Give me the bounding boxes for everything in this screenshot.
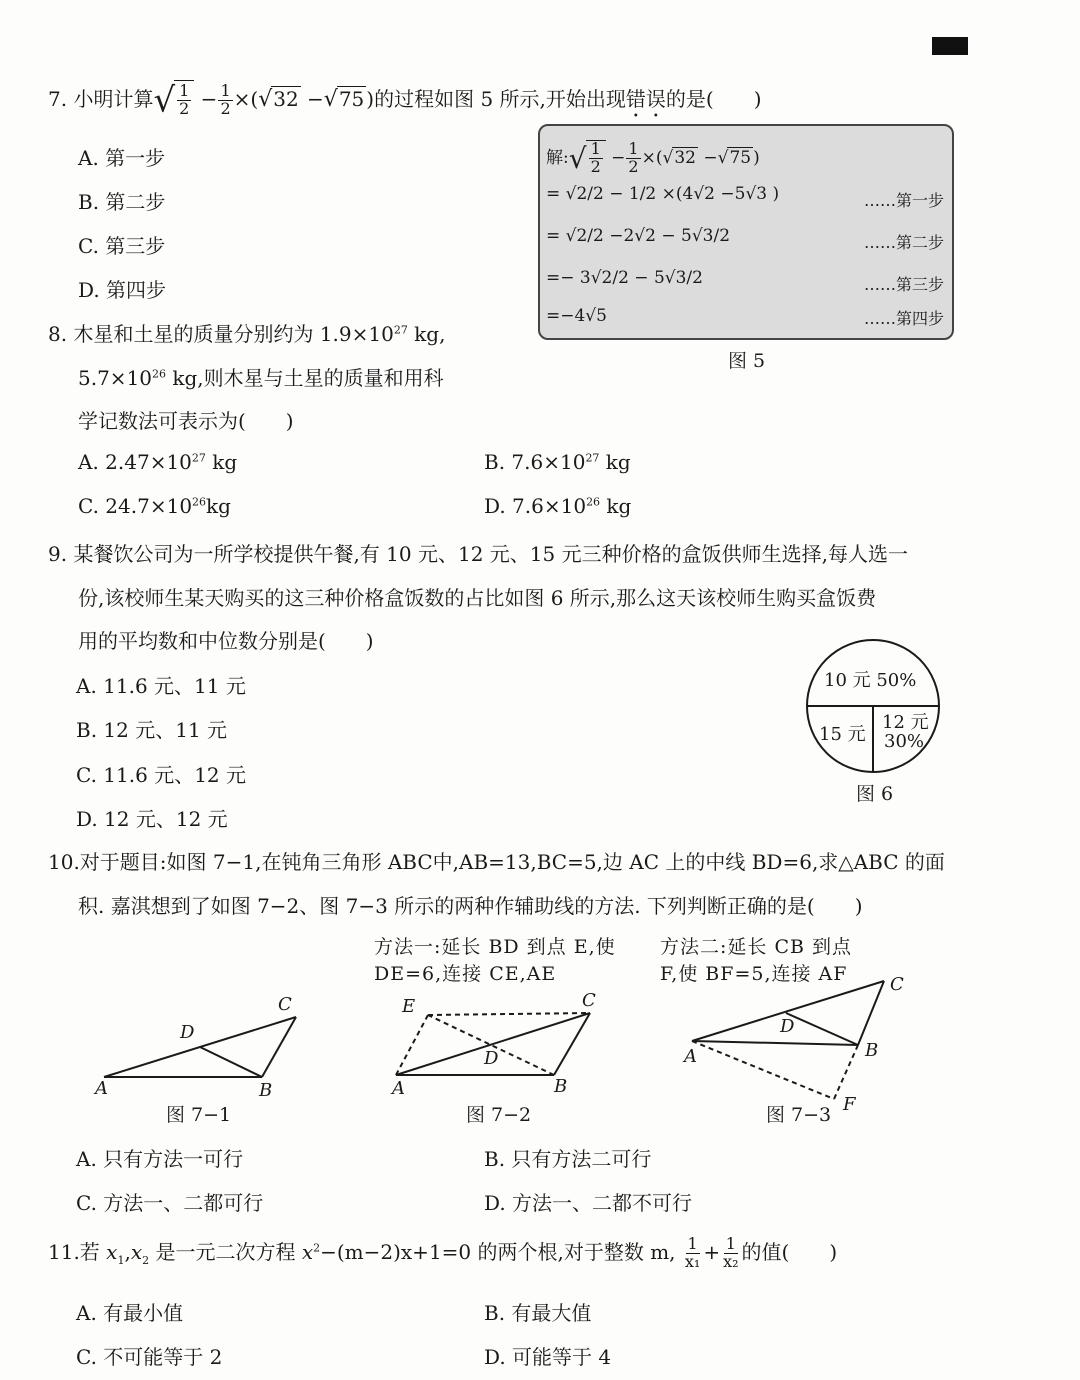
fig73-label-d: D [780, 1016, 795, 1037]
q10-option-c[interactable]: C. 方法一、二都可行 [76, 1191, 264, 1215]
q11-option-c[interactable]: C. 不可能等于 2 [76, 1345, 223, 1369]
q8-option-a[interactable]: A. $2.47\times 10^{27}$ kg [78, 450, 238, 474]
step-label-3: ……第三步 [863, 275, 944, 294]
figure-7-3-caption: 图 7−3 [766, 1104, 832, 1126]
fig72-label-e: E [402, 996, 416, 1017]
q11-option-d[interactable]: D. 可能等于 4 [484, 1345, 612, 1369]
solution-line-5: =−4√5 [546, 306, 607, 326]
figure-5-caption: 图 5 [728, 350, 766, 372]
line-ab [692, 1041, 858, 1045]
line-af [692, 1041, 834, 1099]
q8-option-d[interactable]: D. $7.6\times 10^{26}$ kg [484, 494, 632, 518]
fig73-label-c: C [890, 974, 904, 995]
pie-chart [800, 636, 950, 776]
corner-mark [932, 37, 968, 55]
fig73-label-f: F [843, 1094, 856, 1115]
q10-option-b[interactable]: B. 只有方法二可行 [484, 1147, 652, 1171]
question-7-stem: 7. 小明计算√ $\frac{1}{2}$ − $\frac{1}{2}$ ×(√32 −√75 )的过程如图 5 所示,开始出现错误的是( ) [48, 80, 762, 121]
figure-7-2 [390, 1005, 600, 1085]
solution-line-4: =− 3√2/2 − 5√3/2 [546, 268, 703, 288]
question-8-line-2: $5.7\times 10^{26}$ kg,则木星与土星的质量和用科 [78, 366, 444, 390]
fig71-label-a: A [95, 1078, 108, 1099]
solution-line-1: 解:√ $\frac{1}{2}$ − $\frac{1}{2}$ ×(√32 −√75 ) [546, 139, 760, 176]
question-9-line-2: 份,该校师生某天购买的这三种价格盒饭数的占比如图 6 所示,那么这天该校师生购买盒饭费 [78, 586, 877, 610]
fig72-label-b: B [554, 1076, 568, 1097]
fig72-label-a: A [392, 1078, 405, 1099]
q8-option-c[interactable]: C. $24.7\times 10^{26}kg$ [78, 494, 231, 518]
q9-option-d[interactable]: D. 12 元、12 元 [76, 807, 228, 831]
figure-7-2-caption: 图 7−2 [466, 1104, 532, 1126]
pie-label-12-percent: 30% [884, 731, 925, 752]
solution-line-3: = √2/2 −2√2 − 5√3/2 [546, 226, 731, 246]
line-bc [858, 981, 884, 1045]
q7-option-b[interactable]: B. 第二步 [78, 190, 166, 214]
fig71-label-c: C [278, 994, 292, 1015]
pie-label-10: 10 元 50% [824, 670, 917, 691]
method-2-text: 方法二:延长 CB 到点 F,使 BF=5,连接 AF [660, 936, 852, 985]
step-label-1: ……第一步 [863, 191, 944, 210]
line-bd [200, 1047, 262, 1077]
q11-option-b[interactable]: B. 有最大值 [484, 1301, 592, 1325]
step-label-2: ……第二步 [863, 233, 944, 252]
q10-option-d[interactable]: D. 方法一、二都不可行 [484, 1191, 693, 1215]
fig71-label-d: D [180, 1022, 195, 1043]
line-ec [428, 1013, 590, 1015]
q7-option-a[interactable]: A. 第一步 [78, 146, 166, 170]
solution-box [538, 124, 954, 340]
question-11-stem: 11.若 $x_1,x_2$ 是一元二次方程 $x^2-(m-2)x+1=0$ 的两个根,对于整数 m, $\frac{1}{\text{x₁}}$ + $\frac{1}{\text{x₂}}$ 的值( ) [48, 1234, 838, 1271]
question-9-line-1: 9. 某餐饮公司为一所学校提供午餐,有 10 元、12 元、15 元三种价格的盒饭供师生选择,每人选一 [48, 542, 908, 566]
q10-option-a[interactable]: A. 只有方法一可行 [76, 1147, 244, 1171]
q7-option-d[interactable]: D. 第四步 [78, 278, 167, 302]
fig72-label-c: C [582, 990, 596, 1011]
question-10-line-1: 10.对于题目:如图 7−1,在钝角三角形 ABC中,AB=13,BC=5,边 AC 上的中线 BD=6,求△ABC 的面 [48, 850, 945, 874]
question-9-line-3: 用的平均数和中位数分别是( ) [78, 629, 374, 653]
q8-option-b[interactable]: B. $7.6\times 10^{27}$ kg [484, 450, 631, 474]
fig73-label-b: B [865, 1040, 879, 1061]
line-bd [786, 1013, 858, 1045]
q9-option-c[interactable]: C. 11.6 元、12 元 [76, 763, 246, 787]
figure-7-1 [90, 1005, 320, 1095]
q9-option-b[interactable]: B. 12 元、11 元 [76, 718, 228, 742]
fig72-label-d: D [484, 1048, 499, 1069]
figure-7-1-caption: 图 7−1 [166, 1104, 232, 1126]
pie-label-12: 12 元 [882, 712, 929, 733]
q11-option-a[interactable]: A. 有最小值 [76, 1301, 184, 1325]
solution-line-2: = √2/2 − 1/2 ×(4√2 −5√3 ) [546, 184, 780, 204]
question-10-line-2: 积. 嘉淇想到了如图 7−2、图 7−3 所示的两种作辅助线的方法. 下列判断正确的是( ) [78, 894, 863, 918]
fig73-label-a: A [684, 1046, 697, 1067]
q7-option-c[interactable]: C. 第三步 [78, 234, 166, 258]
fig71-label-b: B [259, 1080, 273, 1101]
pie-label-15: 15 元 [819, 724, 866, 745]
method-1-text: 方法一:延长 BD 到点 E,使 DE=6,连接 CE,AE [374, 936, 616, 985]
question-8-line-3: 学记数法可表示为( ) [78, 409, 294, 433]
line-bf [834, 1045, 858, 1099]
radical-sign: √ [153, 80, 176, 121]
q9-option-a[interactable]: A. 11.6 元、11 元 [76, 674, 246, 698]
step-label-4: ……第四步 [863, 309, 944, 328]
question-8-line-1: 8. 木星和土星的质量分别约为 $1.9\times 10^{27}$ kg, [48, 322, 446, 346]
figure-6-caption: 图 6 [856, 783, 894, 805]
